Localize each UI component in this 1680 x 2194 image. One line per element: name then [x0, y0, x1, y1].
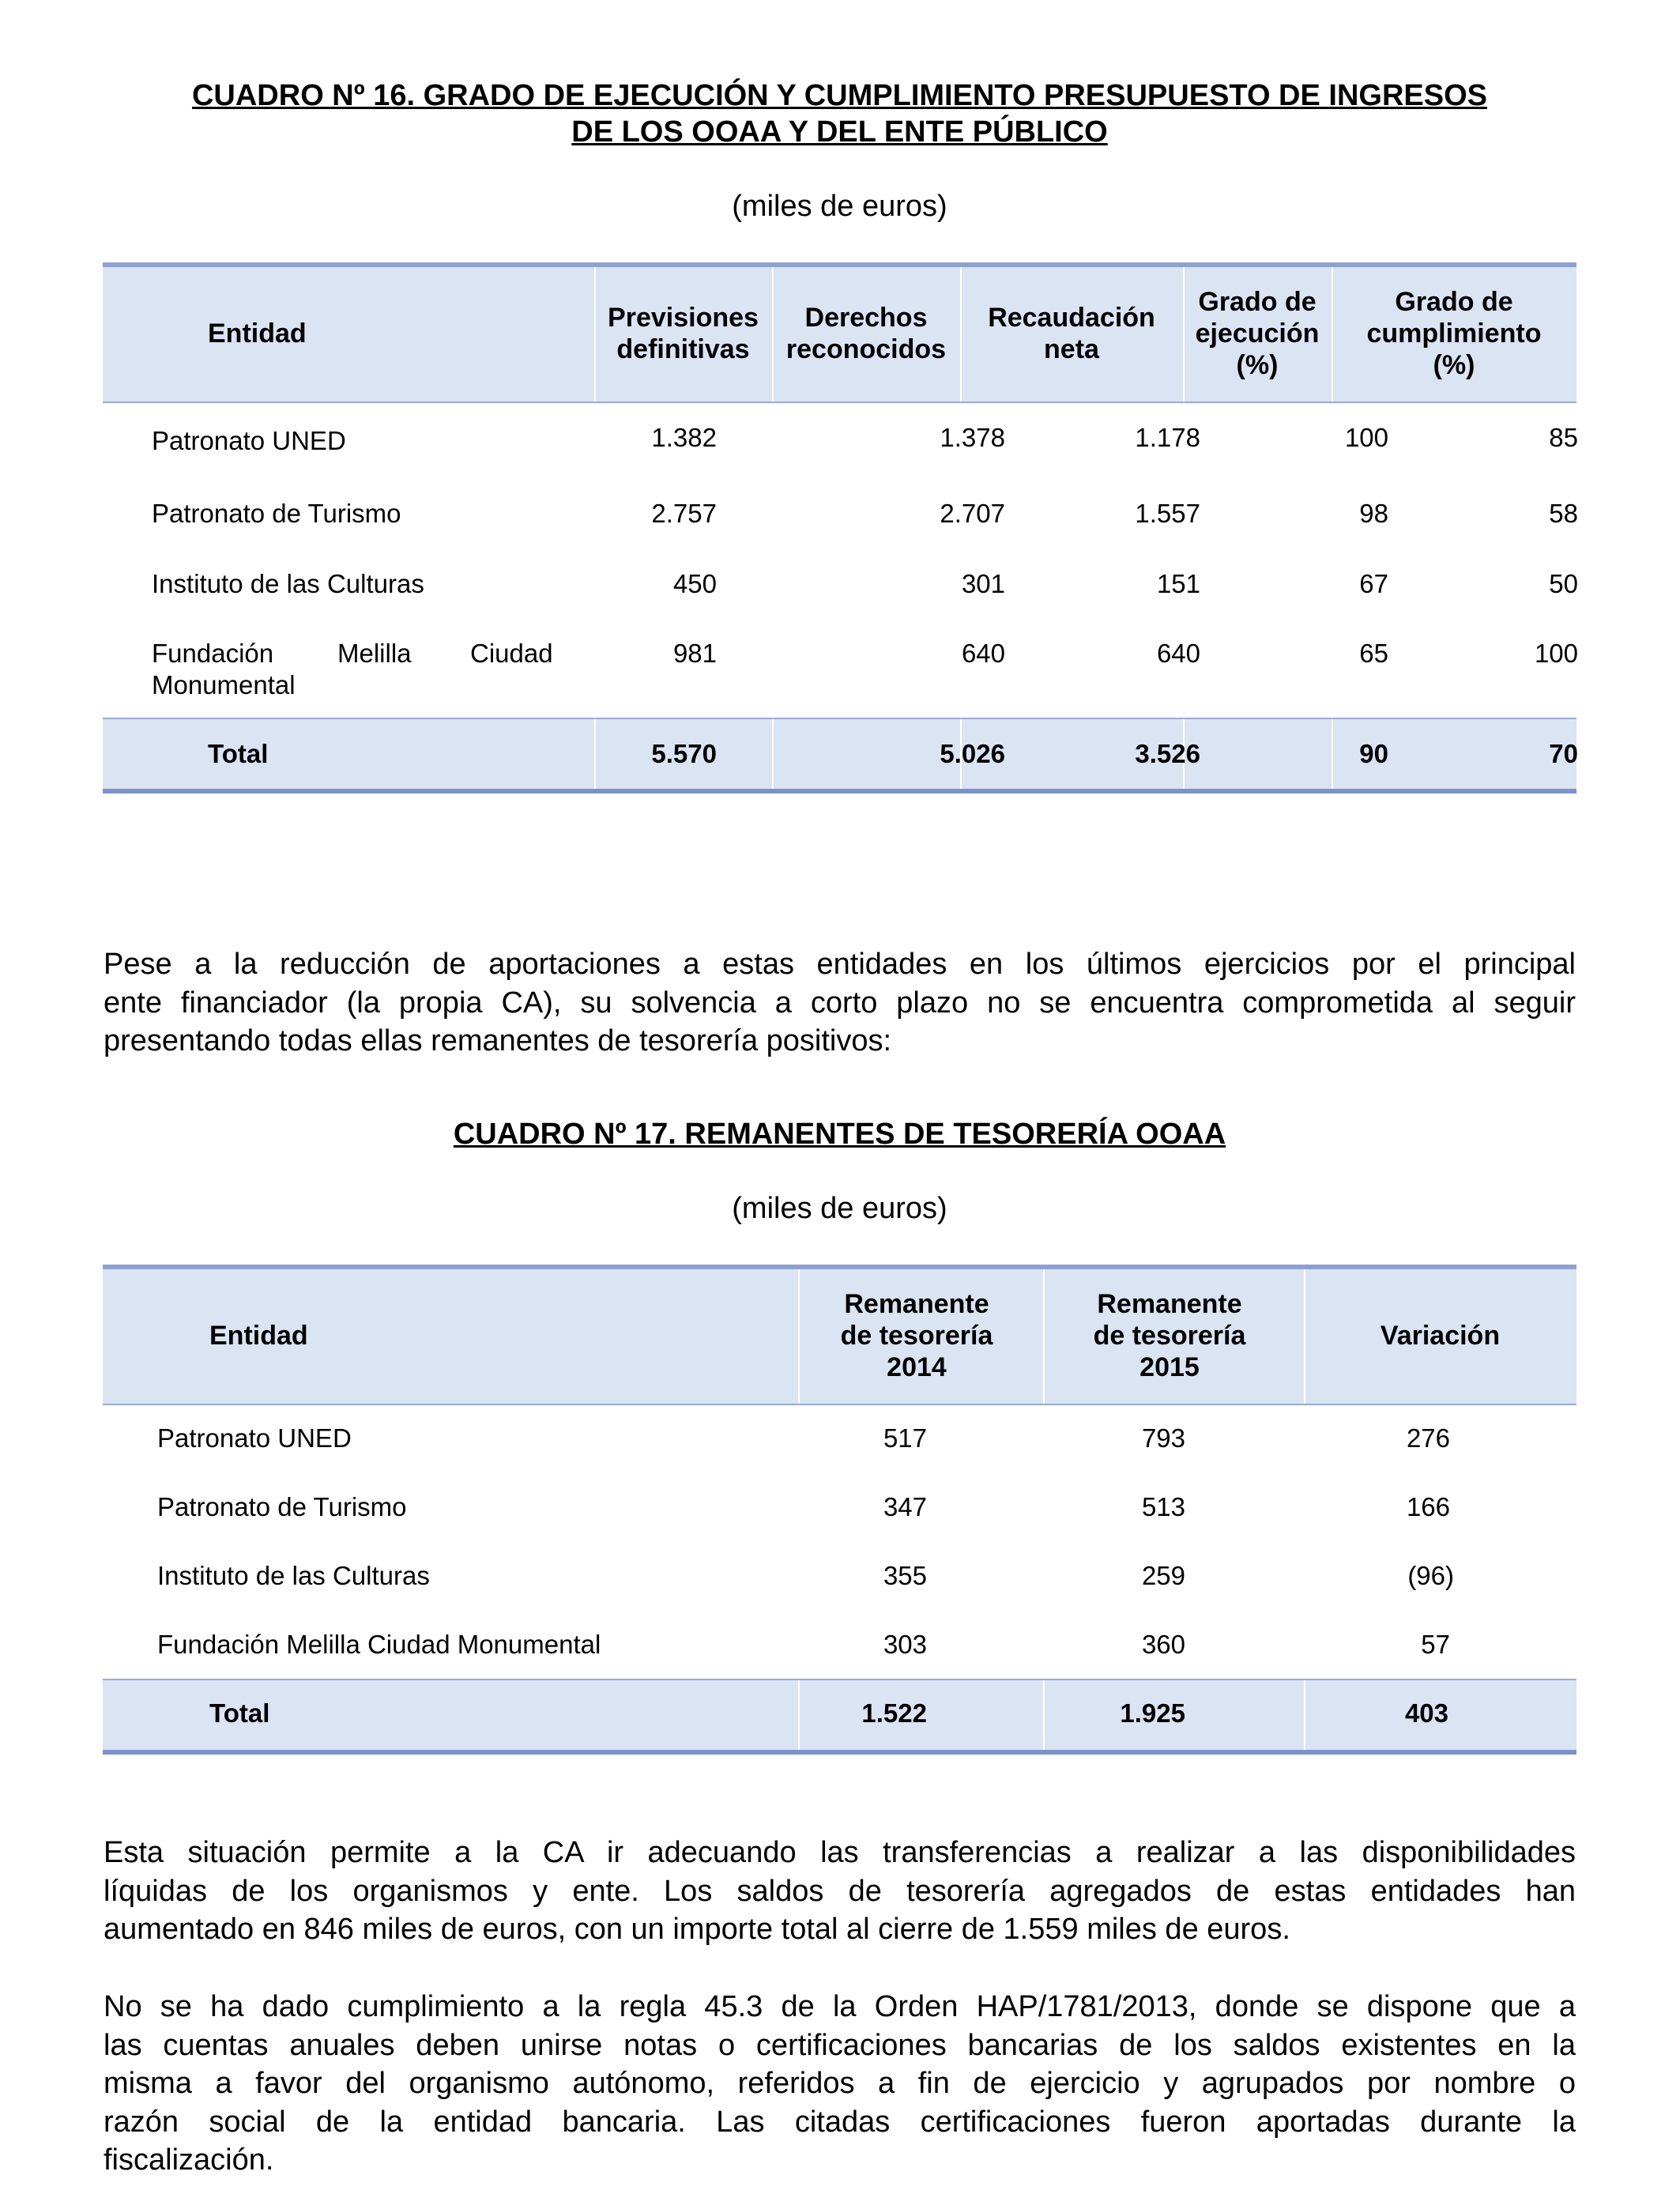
table17-row4-variacion: 57	[1421, 1630, 1450, 1659]
table16-total-recaudacion: 3.526	[1135, 739, 1200, 768]
paragraph-solvencia: Pese a la reducción de aportaciones a estas entidades en los últimos ejercicios por el principal ente financiador (la propia CA), su solvencia a corto plazo no se encuentra comprometida al seguir presentando todas ellas remanentes de tesorería positivos:	[104, 948, 1576, 1057]
table16-row2-derechos: 2.707	[940, 499, 1005, 528]
table17-header-rem2014: Remanente de tesorería 2014	[840, 1289, 993, 1382]
table16-row2-recaudacion: 1.557	[1135, 499, 1200, 528]
table16-row4-entidad-word1: Fundación	[152, 639, 274, 668]
table17-row1-entidad: Patronato UNED	[157, 1423, 352, 1453]
table16-total-label: Total	[208, 739, 269, 768]
table16-row3-previsiones: 450	[672, 569, 717, 598]
table16-row2-cumplimiento: 58	[1549, 499, 1578, 528]
table17-row3-entidad: Instituto de las Culturas	[157, 1561, 430, 1590]
table16-header-previsiones: Previsiones definitivas	[608, 303, 759, 364]
paragraph-transferencias: Esta situación permite a la CA ir adecuando las transferencias a realizar a las disponibilidades líquidas de los organismos y ente. Los saldos de tesorería agregados de estas entidades han aumentado en 846 miles de euros, con un importe total al cierre de 1.559 miles de euros.	[104, 1836, 1576, 1946]
table17-row1-variacion: 276	[1406, 1423, 1450, 1453]
table16-header-rule	[103, 401, 1576, 403]
table16-row4-recaudacion: 640	[1156, 639, 1200, 668]
table17-row4-rem2015: 360	[1141, 1630, 1185, 1659]
table17	[103, 1265, 1576, 1762]
table16-row2-previsiones: 2.757	[651, 499, 717, 528]
table16-row3-cumplimiento: 50	[1549, 569, 1578, 598]
table17-row3-rem2014: 355	[883, 1561, 927, 1590]
table16-row4-entidad-word3: Ciudad	[470, 639, 553, 668]
table17-row3-rem2015: 259	[1141, 1561, 1185, 1590]
table17-row4-entidad: Fundación Melilla Ciudad Monumental	[157, 1630, 601, 1659]
table16-row4-entidad-line2: Monumental	[152, 670, 296, 699]
table16-total-derechos: 5.026	[940, 739, 1005, 768]
table17-row1-rem2015: 793	[1141, 1423, 1185, 1453]
table16-row1-entidad: Patronato UNED	[152, 426, 346, 455]
table16-row1-recaudacion: 1.178	[1135, 423, 1200, 452]
table16-row4-cumplimiento: 100	[1534, 639, 1578, 668]
table16-row1-derechos: 1.378	[940, 423, 1005, 452]
table17-total-label: Total	[209, 1698, 270, 1728]
table16-header-recaudacion: Recaudación neta	[988, 303, 1155, 364]
table16-total-ejecucion: 90	[1359, 739, 1388, 768]
table17-row2-entidad: Patronato de Turismo	[157, 1492, 407, 1521]
table17-header-rem2015: Remanente de tesorería 2015	[1093, 1289, 1246, 1382]
table16-row2-ejecucion: 98	[1359, 499, 1388, 528]
table16-row1-previsiones: 1.382	[651, 423, 717, 452]
table17-row4-rem2014: 303	[883, 1630, 927, 1659]
table17-total-variacion: 403	[1404, 1698, 1448, 1728]
table16-row1-ejecucion: 100	[1344, 423, 1388, 452]
table16-row2-entidad: Patronato de Turismo	[152, 499, 401, 528]
table16-row4-previsiones: 981	[672, 639, 717, 668]
table17-bottom-rule	[103, 1750, 1576, 1755]
table16-units: (miles de euros)	[732, 190, 947, 223]
table17-row1-rem2014: 517	[883, 1423, 927, 1453]
table17-row2-variacion: 166	[1406, 1492, 1450, 1521]
table16-row3-recaudacion: 151	[1156, 569, 1200, 598]
table16-row4-ejecucion: 65	[1359, 639, 1388, 668]
table16-header-cumplimiento: Grado de cumplimiento (%)	[1366, 287, 1542, 380]
table17-title: CUADRO Nº 17. REMANENTES DE TESORERÍA OOAA	[453, 1118, 1226, 1151]
table16-row3-ejecucion: 67	[1359, 569, 1388, 598]
table17-total-rem2014: 1.522	[861, 1698, 927, 1728]
table16-row3-entidad: Instituto de las Culturas	[152, 569, 424, 598]
table17-row2-rem2014: 347	[883, 1492, 927, 1521]
table16-title-line2: DE LOS OOAA Y DEL ENTE PÚBLICO	[571, 115, 1108, 149]
paragraph-regla-45-3: No se ha dado cumplimiento a la regla 45.3 de la Orden HAP/1781/2013, donde se dispone que a las cuentas anuales deben unirse notas o certificaciones bancarias de los saldos existentes en la misma a favor del organismo autónomo, referidos a fin de ejercicio y agrupados por nombre o razón social de la entidad bancaria. Las citadas certificaciones fueron aportadas durante la fiscalización.	[104, 1990, 1576, 2177]
table16-row1-cumplimiento: 85	[1549, 423, 1578, 452]
table16-row3-derechos: 301	[961, 569, 1005, 598]
table16-bottom-rule	[103, 789, 1576, 794]
table17-units: (miles de euros)	[732, 1192, 947, 1225]
table17-total-rem2015: 1.925	[1120, 1698, 1185, 1728]
table17-header-variacion: Variación	[1380, 1321, 1501, 1351]
table16-row4-derechos: 640	[961, 639, 1005, 668]
table17-row2-rem2015: 513	[1141, 1492, 1185, 1521]
table16-header-entidad: Entidad	[208, 319, 307, 349]
table17-header-rule	[103, 1404, 1576, 1405]
table16	[103, 262, 1576, 800]
table16-header-ejecucion: Grado de ejecución (%)	[1195, 287, 1320, 380]
table16-total-previsiones: 5.570	[651, 739, 717, 768]
table17-row3-variacion: (96)	[1407, 1561, 1454, 1590]
table16-row4-entidad-word2: Melilla	[337, 639, 412, 668]
table16-header-derechos: Derechos reconocidos	[785, 303, 947, 364]
table16-total-cumplimiento: 70	[1549, 739, 1578, 768]
table17-header-entidad: Entidad	[209, 1321, 308, 1351]
table16-title-line1: CUADRO Nº 16. GRADO DE EJECUCIÓN Y CUMPLIMIENTO PRESUPUESTO DE INGRESOS	[191, 79, 1487, 112]
